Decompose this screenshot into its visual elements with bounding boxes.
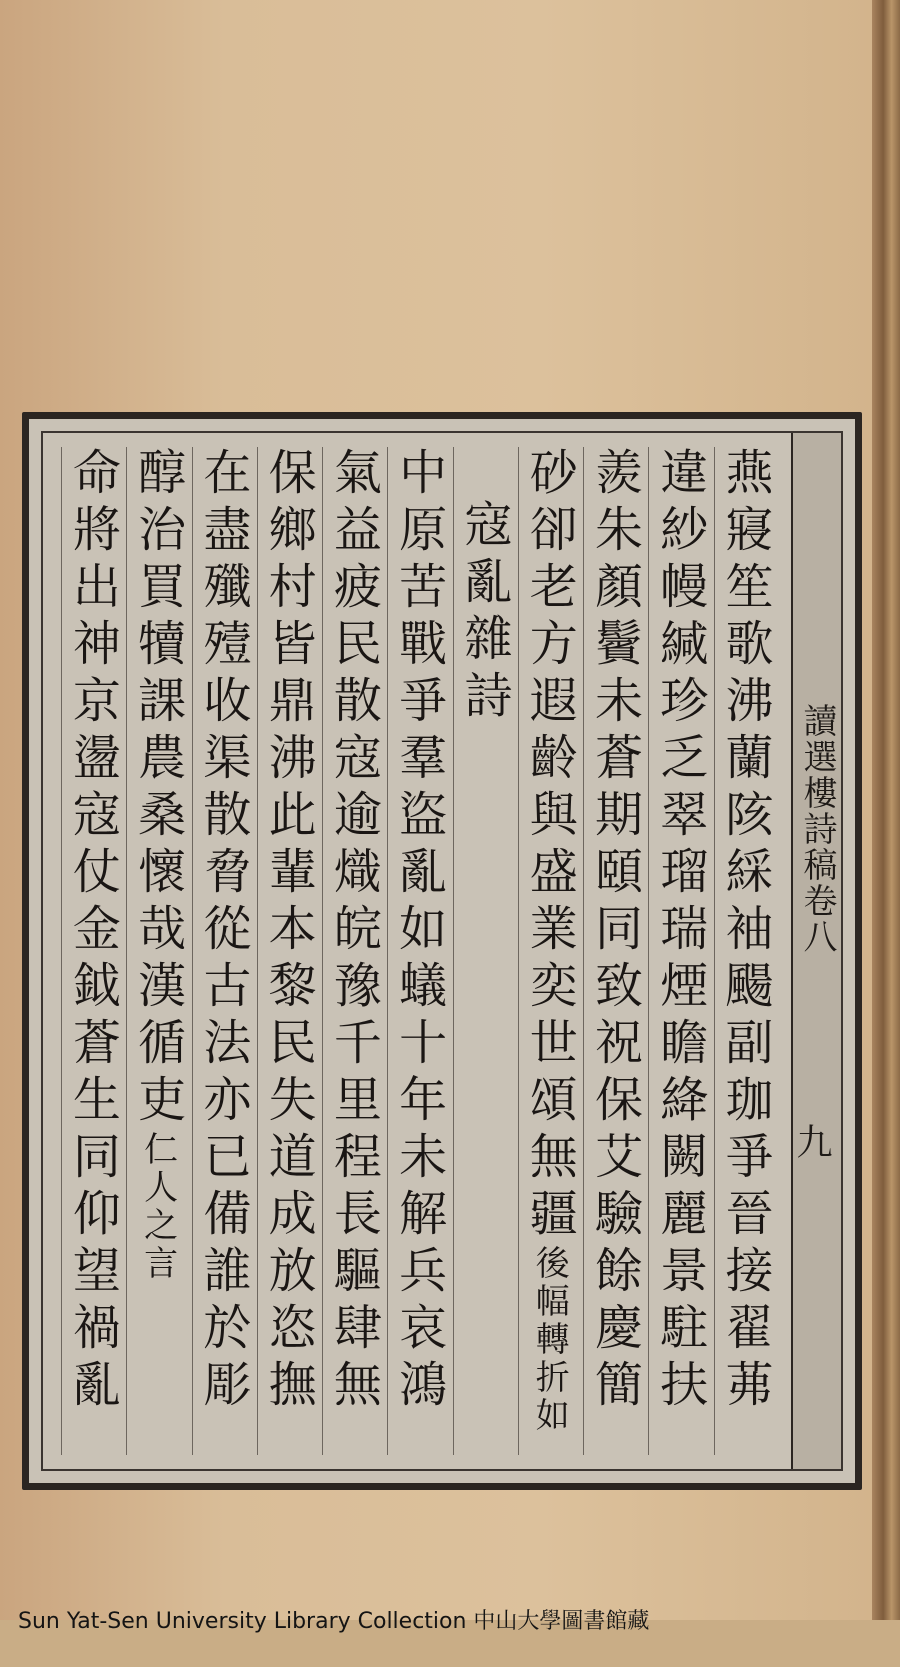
- text-column: 保鄉村皆鼎沸此輩本黎民失道成放恣撫: [257, 447, 322, 1455]
- running-title-bar: [791, 433, 841, 1469]
- commentary-note: 仁人之言: [137, 1131, 178, 1283]
- text-column: 氣益疲民散寇逾熾皖豫千里程長驅肆無: [322, 447, 387, 1455]
- text-frame: [22, 412, 862, 1490]
- page-edge: [872, 0, 900, 1620]
- text-column: 醇治買犢課農桑懷哉漢循吏仁人之言: [126, 447, 191, 1455]
- poem-title: 寇亂雜詩: [453, 447, 518, 1455]
- text-column: 在盡殲殪收渠散脅從古法亦已備誰於彫: [192, 447, 257, 1455]
- text-column: 燕寢笙歌沸蘭陔綵袖颺副珈爭晉接翟茀: [714, 447, 779, 1455]
- text-column: 砂卻老方遐齡與盛業奕世頌無疆後幅轉折如: [518, 447, 583, 1455]
- library-credit: Sun Yat-Sen University Library Collection 中山大學圖書館藏: [18, 1609, 650, 1634]
- page-number: 九: [791, 1123, 832, 1159]
- running-title: 讀選樓詩稿卷八: [797, 703, 837, 955]
- text-columns: [61, 447, 779, 1455]
- commentary-note: 後幅轉折如: [529, 1245, 570, 1435]
- text-column: 中原苦戰爭羣盜亂如蟻十年未解兵哀鴻: [387, 447, 452, 1455]
- inner-border: [41, 431, 843, 1471]
- text-column: 羨朱顏鬢未蒼期頤同致祝保艾驗餘慶簡: [583, 447, 648, 1455]
- text-column: 違紗幔緘珍乏翠瑠瑞煙瞻絳闕麗景駐扶: [648, 447, 713, 1455]
- text-column: 命將出神京盪寇仗金鉞蒼生同仰望禍亂: [61, 447, 126, 1455]
